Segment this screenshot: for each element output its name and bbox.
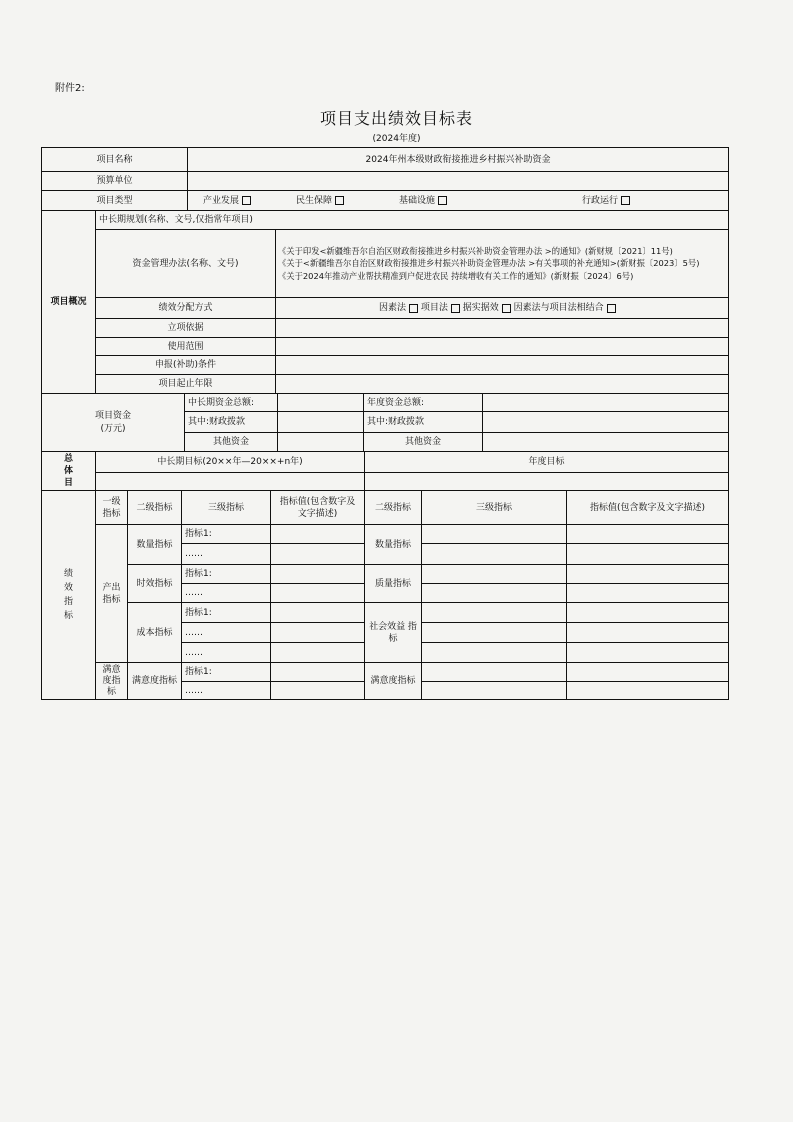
checkbox-icon [335, 196, 344, 205]
year-other-label: 其他资金 [404, 437, 441, 447]
overall-target-label: 总 体 目 [63, 454, 73, 488]
fund-mgmt-docs [276, 230, 728, 297]
satisfaction-level1-label: 满意 度指 标 [102, 664, 121, 697]
indicator-item: 指标1: [185, 667, 212, 677]
budget-unit-label: 预算单位 [96, 176, 133, 186]
type-infrastructure[interactable]: 基础设施 [396, 191, 476, 210]
alloc-factor[interactable]: 因素法 [379, 302, 418, 314]
alloc-method-label: 绩效分配方式 [158, 303, 213, 313]
annual-target-label: 年度目标 [528, 457, 565, 467]
social-benefit-indicator-label: 社会效益 指 标 [369, 621, 417, 644]
checkbox-icon [607, 304, 616, 313]
section-project-overview: 项目概况 [50, 297, 87, 307]
quantity-indicator-label: 数量指标 [136, 539, 173, 550]
quality-indicator-label: 质量指标 [374, 578, 411, 589]
indicator-ellipsis: …… [185, 549, 203, 559]
type-industry[interactable]: 产业发展 [200, 191, 280, 210]
col-level2-b: 二级指标 [374, 502, 411, 513]
indicator-ellipsis: …… [185, 588, 203, 598]
alloc-options [376, 298, 728, 318]
mid-fiscal-label: 其中:财政拨款 [188, 417, 246, 427]
satisfaction-indicator-label-b: 满意度指标 [370, 676, 416, 686]
col-value-b: 指标值(包含数字及文字描述) [589, 502, 706, 513]
project-name-value: 2024年州本级财政衔接推进乡村振兴补助资金 [365, 154, 551, 165]
checkbox-icon [242, 196, 251, 205]
year-total-label: 年度资金总额: [367, 397, 425, 408]
type-livelihood[interactable]: 民生保障 [293, 191, 373, 210]
fund-mgmt-doc: 《关于印发<新疆维吾尔自治区财政衔接推进乡村振兴补助资金管理办法 >的通知》(新财规〔2021〕11号) [278, 245, 673, 256]
col-level2: 二级指标 [136, 502, 173, 513]
col-level3-b: 三级指标 [475, 502, 512, 513]
type-administration[interactable]: 行政运行 [579, 191, 659, 210]
page-title: 项目支出绩效目标表 [319, 109, 473, 128]
indicator-ellipsis: …… [185, 685, 203, 696]
conditions-label: 申报(补助)条件 [154, 360, 217, 370]
col-level3: 三级指标 [207, 502, 244, 513]
project-type-label: 项目类型 [96, 195, 133, 206]
scope-label: 使用范围 [167, 341, 204, 352]
output-indicator-label: 产出 指标 [102, 582, 121, 605]
checkbox-icon [502, 304, 511, 313]
satisfaction-indicator-label: 满意度指标 [131, 676, 177, 686]
year-label: (2024年度) [372, 134, 421, 144]
period-label: 项目起止年限 [158, 379, 213, 389]
indicator-ellipsis: …… [185, 627, 203, 638]
checkbox-icon [621, 196, 630, 205]
project-funds-label: 项目资金 (万元) [94, 410, 131, 434]
col-level1: 一级 指标 [102, 496, 121, 519]
section-indicators: 绩 效 指 标 [63, 569, 73, 621]
quantity-indicator-label-b: 数量指标 [374, 539, 411, 550]
mid-other-label: 其他资金 [212, 437, 249, 447]
mid-total-label: 中长期资金总额: [188, 397, 255, 408]
basis-label: 立项依据 [167, 323, 204, 333]
indicator-item: 指标1: [185, 607, 212, 618]
checkbox-icon [438, 196, 447, 205]
cost-indicator-label: 成本指标 [136, 627, 173, 638]
project-name-label: 项目名称 [96, 154, 133, 165]
fund-mgmt-label: 资金管理办法(名称、文号) [132, 258, 239, 269]
mid-target-label: 中长期目标(20××年—20××+n年) [157, 457, 303, 467]
col-value: 指标值(包含数字及 文字描述) [279, 496, 356, 519]
alloc-actual[interactable]: 据实据效 [463, 302, 511, 314]
year-fiscal-label: 其中:财政拨款 [367, 417, 425, 427]
mid-long-plan-label: 中长期规划(名称、文号,仅指常年项目) [99, 215, 253, 225]
fund-mgmt-doc: 《关于<新疆维吾尔自治区财政衔接推进乡村振兴补助资金管理办法 >有关事项的补充通知>(新财振〔2023〕5号) [278, 258, 700, 269]
indicator-ellipsis: …… [185, 647, 203, 658]
timeliness-indicator-label: 时效指标 [136, 578, 173, 589]
checkbox-icon [409, 304, 418, 313]
indicator-item: 指标1: [185, 529, 212, 539]
annex-label: 附件2: [55, 83, 85, 94]
indicator-item: 指标1: [185, 569, 212, 579]
alloc-combined[interactable]: 因素法与项目法相结合 [514, 302, 616, 314]
alloc-project[interactable]: 项目法 [421, 302, 460, 314]
fund-mgmt-doc: 《关于2024年推动产业帮扶精准到户促进农民 持续增收有关工作的通知》(新财振〔2024〕6号) [278, 270, 634, 281]
checkbox-icon [451, 304, 460, 313]
